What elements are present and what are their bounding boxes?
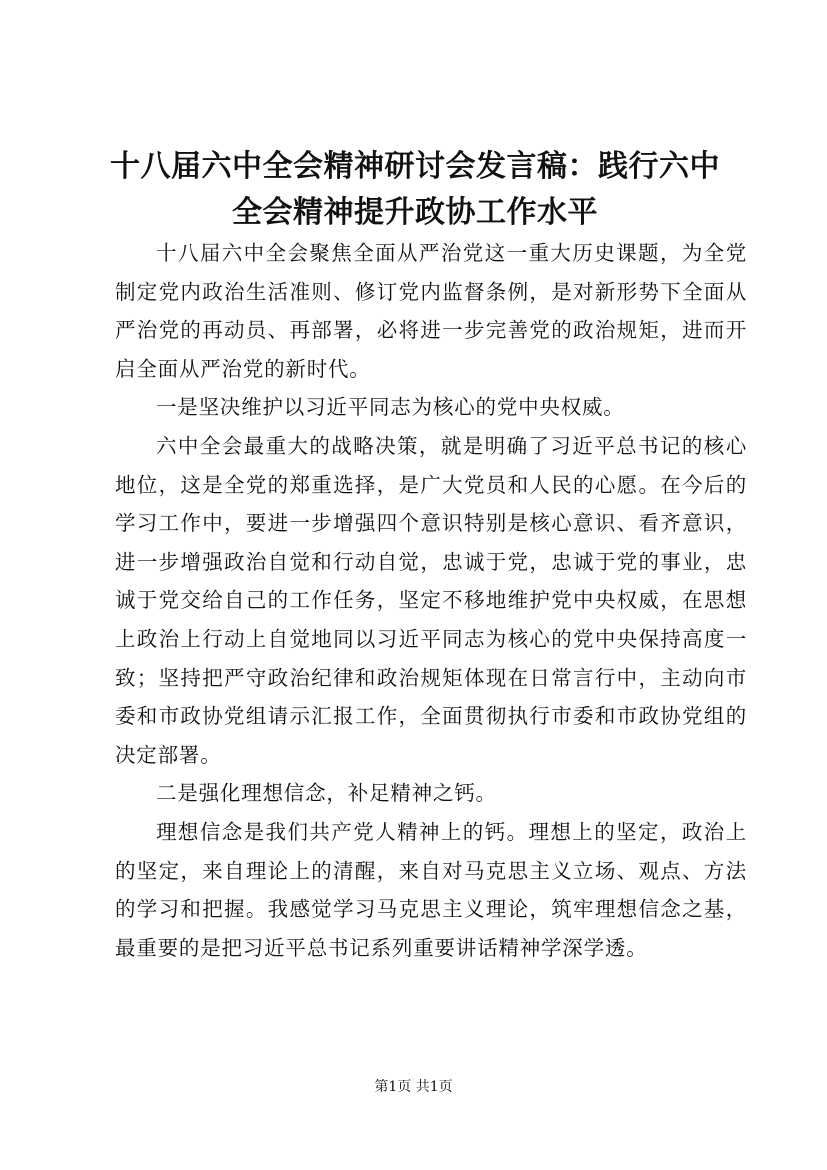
page-number-footer: 第1页 共1页 <box>374 1079 453 1095</box>
document-title <box>100 144 730 236</box>
paragraph-intro: 十八届六中全会聚焦全面从严治党这一重大历史课题，为全党制定党内政治生活准则、修订党内监督条例，是对新形势下全面从严治党的再动员、再部署，必将进一步完善党的政治规矩，进而开启全面从严治党的新时代。 <box>115 241 747 381</box>
section-heading-2: 二是强化理想信念，补足精神之钙。 <box>156 781 497 806</box>
title-line-2: 全会精神提升政协工作水平 <box>232 195 598 230</box>
document-body <box>115 234 747 967</box>
section-heading-1: 一是坚决维护以习近平同志为核心的党中央权威。 <box>156 395 625 420</box>
paragraph-ideals: 理想信念是我们共产党人精神上的钙。理想上的坚定，政治上的坚定，来自理论上的清醒，来自对马克思主义立场、观点、方法的学习和把握。我感觉学习马克思主义理论，筑牢理想信念之基，最重要的是把习近平总书记系列重要讲话精神学深学透。 <box>115 819 747 960</box>
title-line-1: 十八届六中全会精神研讨会发言稿：践行六中 <box>110 149 720 184</box>
paragraph-core-authority: 六中全会最重大的战略决策，就是明确了习近平总书记的核心地位，这是全党的郑重选择，是广大党员和人民的心愿。在今后的学习工作中，要进一步增强四个意识特别是核心意识、看齐意识，进一步增强政治自觉和行动自觉，忠诚于党，忠诚于党的事业，忠诚于党交给自己的工作任务，坚定不移地维护党中央权威，在思想上政治上行动上自觉地同以习近平同志为核心的党中央保持高度一致；坚持把严守政治纪律和政治规矩体现在日常言行中，主动向市委和市政协党组请示汇报工作，全面贯彻执行市委和市政协党组的决定部署。 <box>115 433 747 767</box>
